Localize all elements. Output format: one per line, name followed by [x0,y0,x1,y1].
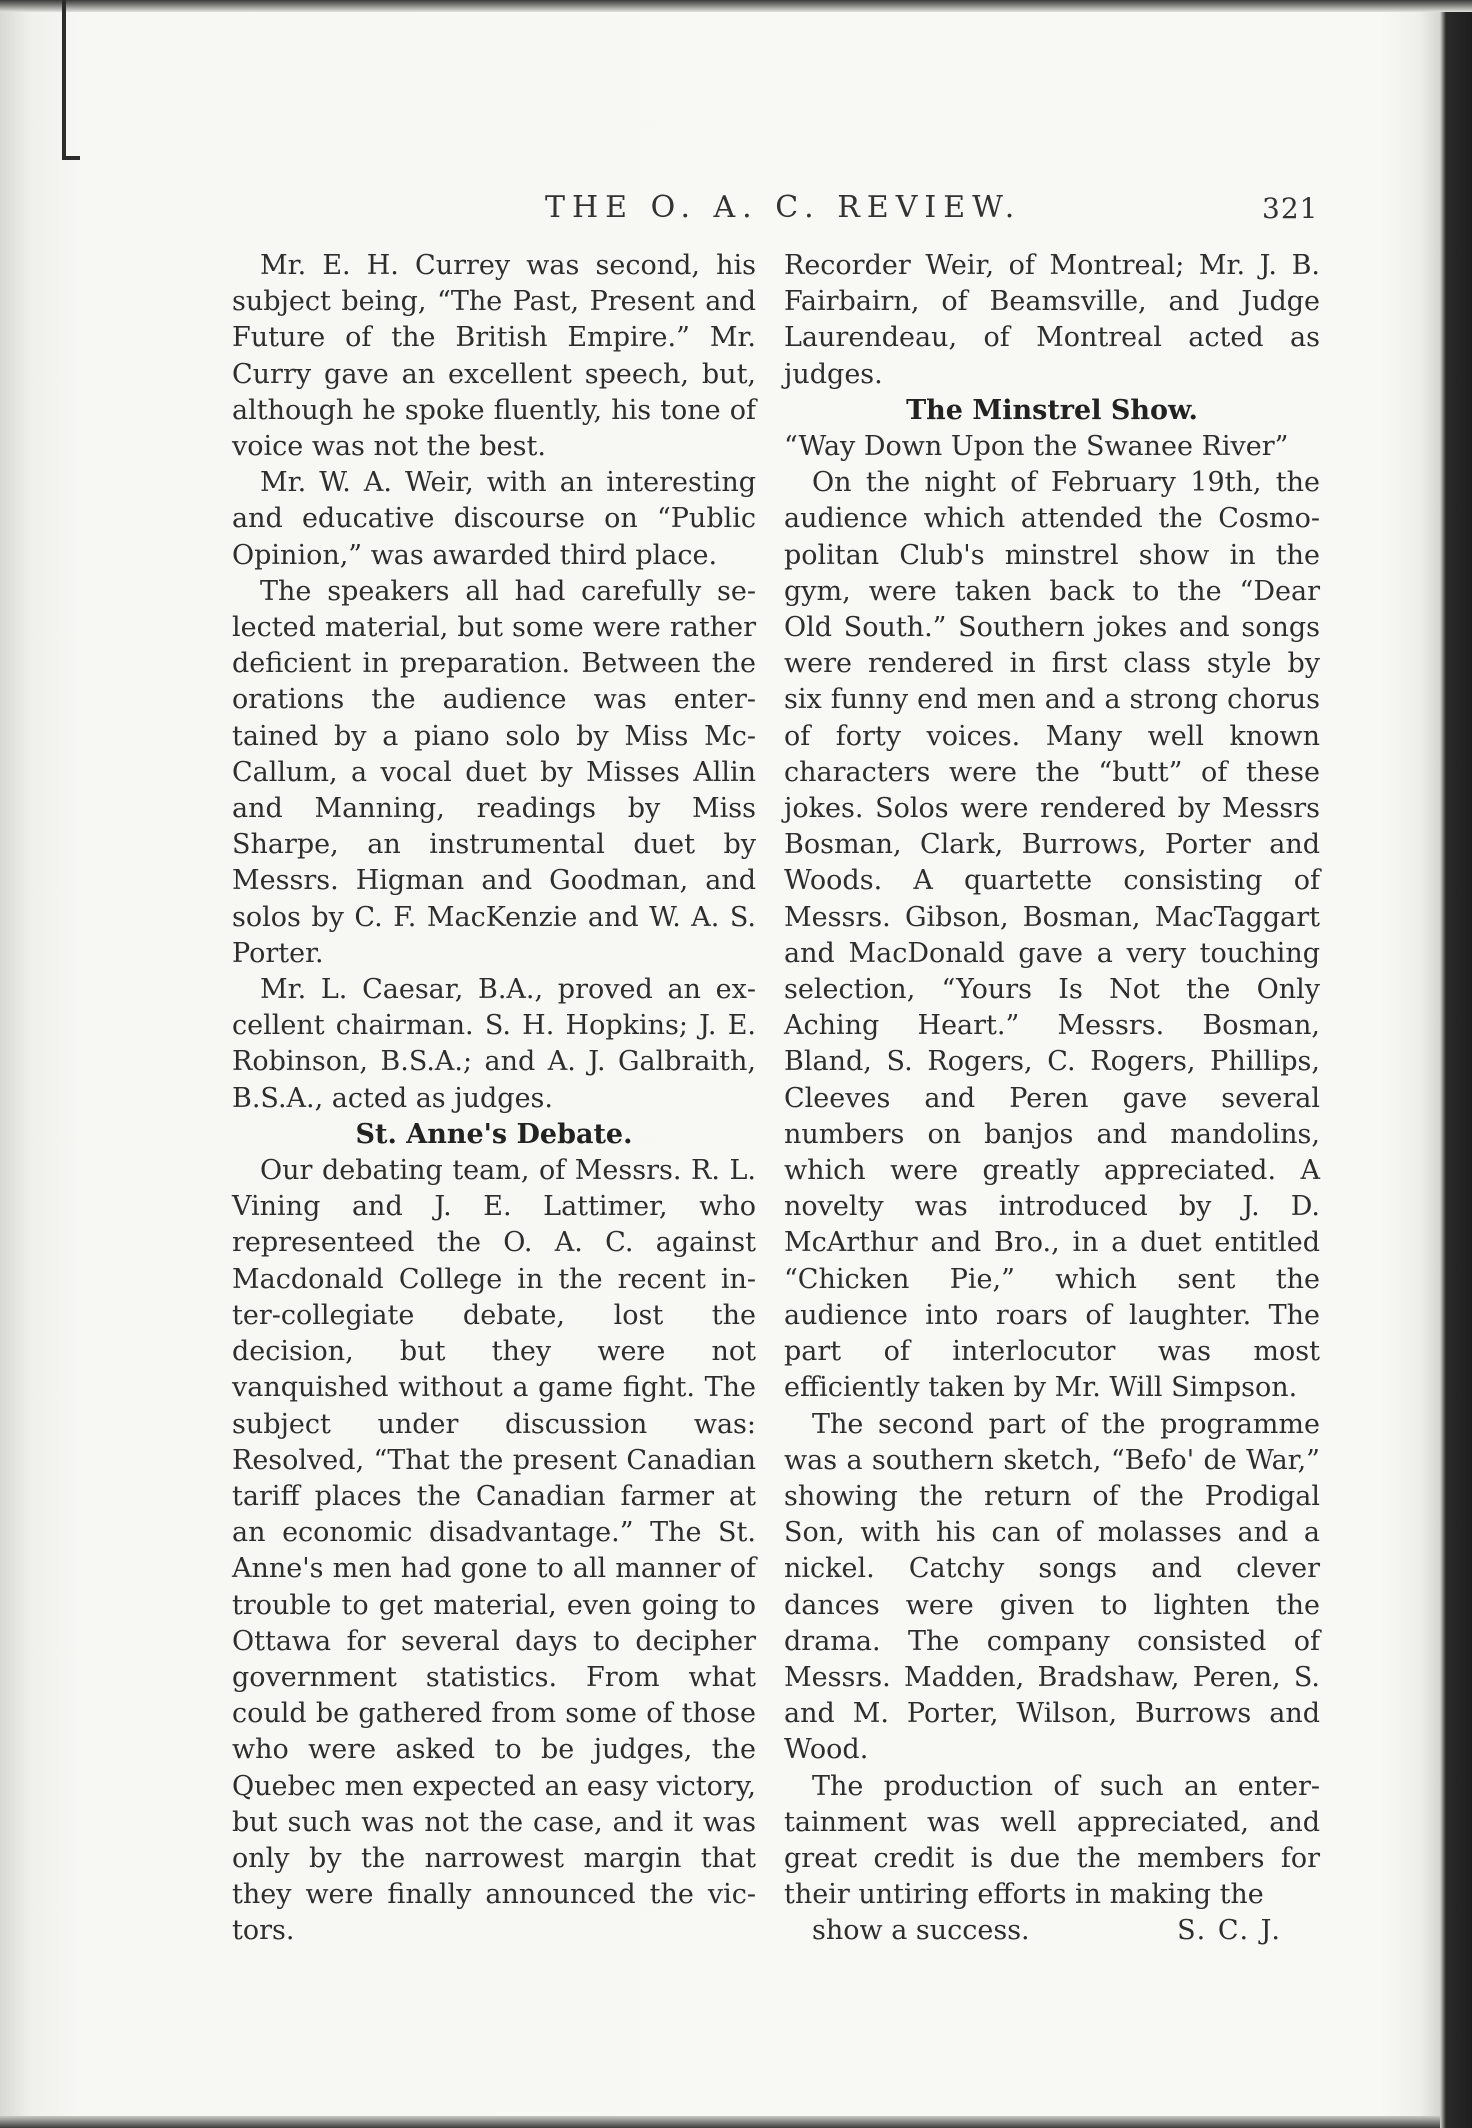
heading-st-annes-debate: St. Anne's Debate. [355,1118,633,1150]
paragraph-caesar: Mr. L. Caesar, B.A., proved an excellent chairman. S. H. Hopkins; J. E. Robinson, B.S.A.; and A. J. Galbraith, B.S.A., acted as judges. [232,974,756,1114]
page-number: 321 [1262,192,1319,225]
signoff-line [784,1913,1320,1949]
running-title: THE O. A. C. REVIEW. [545,190,1022,225]
paragraph-currey: Mr. E. H. Currey was second, his subject being, “The Past, Present and Future of the British Empire.” Mr. Curry gave an excellent speech, but, although he spoke fluently, his tone of voice was not the best. [232,250,756,463]
paragraph-second-part: The second part of the programme was a southern sketch, “Befo' de War,” showing the return of the Prodigal Son, with his can of molasses and a nickel. Catchy songs and clever dances were given to lighten the drama. The company consisted of Messrs. Madden, Bradshaw, Peren, S. and M. Porter, Wilson, Burrows and Wood. [784,1408,1320,1766]
left-column [232,248,756,1950]
paragraph-production: The production of such an entertainment was well appreciated, and great credit is due the members for their untiring efforts in making the [784,1770,1320,1911]
author-signature: S. C. J. [1177,1915,1282,1947]
paragraph-judges: Recorder Weir, of Montreal; Mr. J. B. Fairbairn, of Beamsville, and Judge Laurendeau, of Montreal acted as judges. [784,250,1320,390]
paragraph-speakers: The speakers all had carefully selected material, but some were rather deficient in preparation. Between the orations the audience was entertained by a piano solo by Miss McCallum, a vocal duet by Misses Allin and Manning, readings by Miss Sharpe, an instrumental duet by Messrs. Higman and Goodman, and solos by C. F. MacKenzie and W. A. S. Porter. [232,575,756,969]
paragraph-weir: Mr. W. A. Weir, with an interesting and educative discourse on “Public Opinion,” was awarded third place. [232,467,756,571]
heading-minstrel-show: The Minstrel Show. [906,394,1198,426]
paragraph-debate: Our debating team, of Messrs. R. L. Vining and J. E. Lattimer, who representeed the O. A. C. against Macdonald College in the recent inter-collegiate debate, lost the decision, but they were not vanquished without a game fight. The subject under discussion was: Resolved, “That the present Canadian tariff places the Canadian farmer at an economic disadvantage.” The St. Anne's men had gone to all manner of trouble to get material, even going to Ottawa for several days to decipher government statistics. From what could be gathered from some of those who were asked to be judges, the Quebec men expected an easy victory, but such was not the case, and it was only by the narrowest margin that they were finally announced the victors. [232,1155,756,1947]
paragraph-production-end: show a success. [812,1915,1030,1947]
minstrel-subtitle: “Way Down Upon the Swanee River” [784,431,1289,463]
paragraph-minstrel: On the night of February 19th, the audience which attended the Cosmopolitan Club's minstrel show in the gym, were taken back to the “Dear Old South.” Southern jokes and songs were rendered in first class style by six funny end men and a strong chorus of forty voices. Many well known characters were the “butt” of these jokes. Solos were rendered by Messrs Bosman, Clark, Burrows, Porter and Woods. A quartette consisting of Messrs. Gibson, Bosman, MacTaggart and MacDonald gave a very touching selection, “Yours Is Not the Only Aching Heart.” Messrs. Bosman, Bland, S. Rogers, C. Rogers, Phillips, Cleeves and Peren gave several numbers on banjos and mandolins, which were greatly appreciated. A novelty was introduced by J. D. McArthur and Bro., in a duet entitled “Chicken Pie,” which sent the audience into roars of laughter. The part of interlocutor was most efficiently taken by Mr. Will Simpson. [784,467,1320,1404]
right-column [784,248,1320,1950]
